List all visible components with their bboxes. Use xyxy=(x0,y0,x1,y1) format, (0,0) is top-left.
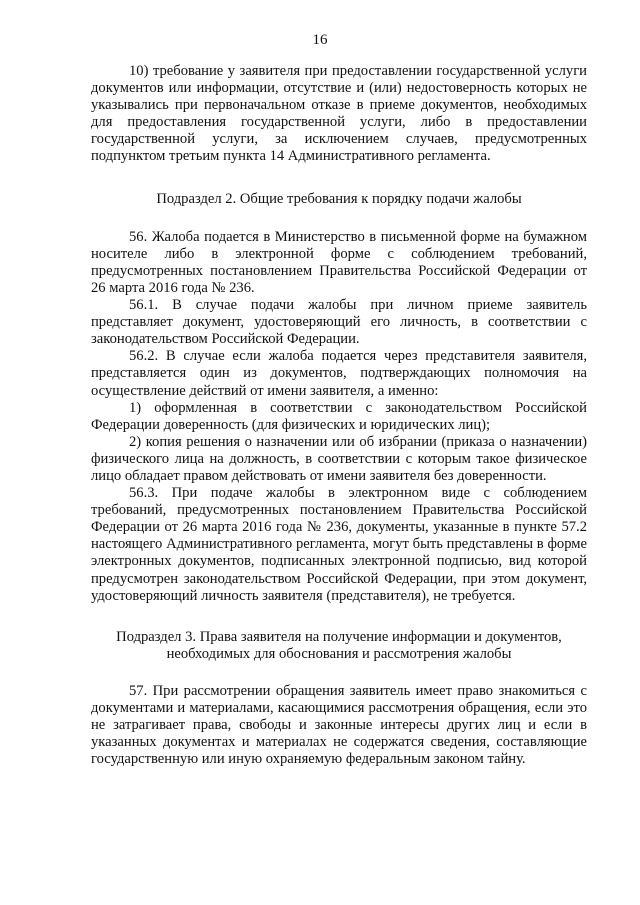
subsection-3-heading: Подраздел 3. Права заявителя на получение информации и документов, необходимых для обоснования и рассмотрения жалобы xyxy=(116,628,562,662)
paragraph-56-3: 56.3. При подаче жалобы в электронном виде с соблюдением требований, предусмотренных постановлением Правительства Российской Федерации от 26 марта 2016 года № 236, документы, указанные в пункте 57.2 настоящего Административного регламента, могут быть представлены в форме электронных документов, подписанных электронной подписью, вид которой предусмотрен законодательством Российской Федерации, при этом документ, удостоверяющий личность заявителя (представителя), не требуется. xyxy=(91,485,587,604)
page-number: 16 xyxy=(312,32,328,48)
paragraph-56-2: 56.2. В случае если жалоба подается через представителя заявителя, представляется один из документов, подтверждающих полномочия на осуществление действий от имени заявителя, а именно: xyxy=(91,348,587,399)
subsection-2-heading: Подраздел 2. Общие требования к порядку подачи жалобы xyxy=(156,190,522,207)
paragraph-57: 57. При рассмотрении обращения заявитель имеет право знакомиться с документами и материалами, касающимися рассмотрения обращения, если это не затрагивает права, свободы и законные интересы других лиц и если в указанных документах и материалах не содержатся сведения, составляющие государственную или иную охраняемую федеральным законом тайну. xyxy=(91,682,587,768)
paragraph-56-2-item-1: 1) оформленная в соответствии с законодательством Российской Федерации доверенность (для физических и юридических лиц); xyxy=(91,399,587,433)
paragraph-56-1: 56.1. В случае подачи жалобы при личном приеме заявитель представляет документ, удостоверяющий его личность, в соответствии с законодательством Российской Федерации. xyxy=(91,297,587,348)
paragraph-56: 56. Жалоба подается в Министерство в письменной форме на бумажном носителе либо в электронной форме с соблюдением требований, предусмотренных постановлением Правительства Российской Федерации от 26 марта 2016 года № 236. xyxy=(91,228,587,296)
document-body xyxy=(91,63,587,768)
paragraph-10: 10) требование у заявителя при предоставлении государственной услуги документов или информации, отсутствие и (или) недостоверность которых не указывались при первоначальном отказе в приеме документов, необходимых для предоставления государственной услуги, либо в предоставлении государственной услуги, за исключением случаев, предусмотренных подпунктом третьим пункта 14 Административного регламента. xyxy=(91,63,587,165)
paragraph-56-2-item-2: 2) копия решения о назначении или об избрании (приказа о назначении) физического лица на должность, в соответствии с которым такое физическое лицо обладает правом действовать от имени заявителя без доверенности. xyxy=(91,433,587,484)
